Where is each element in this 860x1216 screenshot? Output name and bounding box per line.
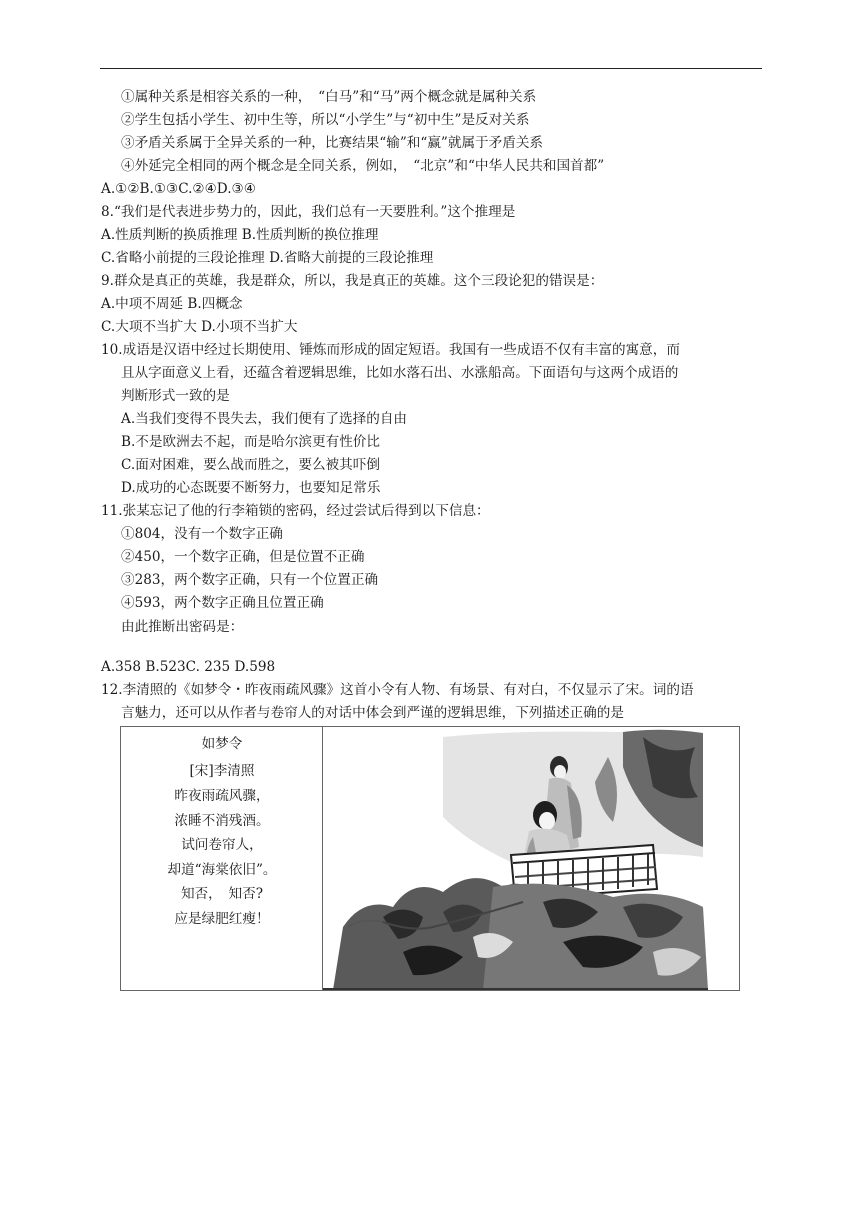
q11-options: A.358 B.523C. 235 D.598 <box>101 659 276 675</box>
q10-stem-line-3: 判断形式一致的是 <box>121 388 230 404</box>
poem-line-5: 知否， 知否? <box>180 886 264 902</box>
q10-option-c: C.面对困难，要么战而胜之，要么被其吓倒 <box>121 457 380 473</box>
q8-options-cd: C.省略小前提的三段论推理 D.省略大前提的三段论推理 <box>101 250 434 266</box>
q7-options: A.①②B.①③C.②④D.③④ <box>101 181 256 197</box>
poem-line-1: 昨夜雨疏风骤， <box>174 788 270 804</box>
q12-stem-line-1: 12.李清照的《如梦令・昨夜雨疏风骤》这首小令有人物、有场景、有对白，不仅显示了宋。词的语 <box>101 682 694 698</box>
poem-line-6: 应是绿肥红瘦！ <box>174 911 270 927</box>
q10-stem-line-2: 且从字面意义上看，还蕴含着逻辑思维，比如水落石出、水涨船高。下面语句与这两个成语的 <box>121 365 679 381</box>
poem-table <box>120 726 740 991</box>
q11-clue-2: ②450，一个数字正确，但是位置不正确 <box>121 549 365 565</box>
poem-illustration <box>323 727 739 990</box>
q9-options-ab: A.中项不周延 B.四概念 <box>101 296 243 312</box>
q10-option-a: A.当我们变得不畏失去，我们便有了选择的自由 <box>121 411 408 427</box>
q10-option-d: D.成功的心态既要不断努力，也要知足常乐 <box>121 480 381 496</box>
q8-options-ab: A.性质判断的换质推理 B.性质判断的换位推理 <box>101 227 379 243</box>
q7-item-3: ③矛盾关系属于全异关系的一种，比赛结果“输”和“赢”就属于矛盾关系 <box>121 135 544 151</box>
q11-clue-1: ①804，没有一个数字正确 <box>121 526 283 542</box>
poem-line-4: 却道“海棠依旧”。 <box>167 862 277 878</box>
q10-option-b: B.不是欧洲去不起，而是哈尔滨更有性价比 <box>121 434 380 450</box>
q7-item-4: ④外延完全相同的两个概念是全同关系，例如， “北京”和“中华人民共和国首都” <box>121 158 605 174</box>
poem-line-2: 浓睡不消残酒。 <box>174 813 270 829</box>
q8-stem: 8.“我们是代表进步势力的，因此，我们总有一天要胜利。”这个推理是 <box>101 204 516 220</box>
q9-stem: 9.群众是真正的英雄，我是群众，所以，我是真正的英雄。这个三段论犯的错误是： <box>101 273 604 289</box>
poem-title: 如梦令 <box>201 736 243 752</box>
q11-clue-3: ③283，两个数字正确，只有一个位置正确 <box>121 572 379 588</box>
poem-text-cell <box>121 727 323 990</box>
q7-item-1: ①属种关系是相容关系的一种， “白马”和“马”两个概念就是属种关系 <box>121 89 537 105</box>
poem-line-3: 试问卷帘人， <box>181 837 263 853</box>
q11-conclusion: 由此推断出密码是： <box>121 619 244 635</box>
q9-options-cd: C.大项不当扩大 D.小项不当扩大 <box>101 319 298 335</box>
q7-item-2: ②学生包括小学生、初中生等，所以“小学生”与“初中生”是反对关系 <box>121 112 530 128</box>
poem-author: [宋]李清照 <box>189 763 255 779</box>
q12-stem-line-2: 言魅力，还可以从作者与卷帘人的对话中体会到严谨的逻辑思维，下列描述正确的是 <box>121 705 624 721</box>
q10-stem-line-1: 10.成语是汉语中经过长期使用、锤炼而形成的固定短语。我国有一些成语不仅有丰富的寓意，而 <box>101 342 680 358</box>
q11-clue-4: ④593，两个数字正确且位置正确 <box>121 595 324 611</box>
q11-stem: 11.张某忘记了他的行李箱锁的密码，经过尝试后得到以下信息： <box>101 503 490 519</box>
header-rule <box>100 68 762 69</box>
